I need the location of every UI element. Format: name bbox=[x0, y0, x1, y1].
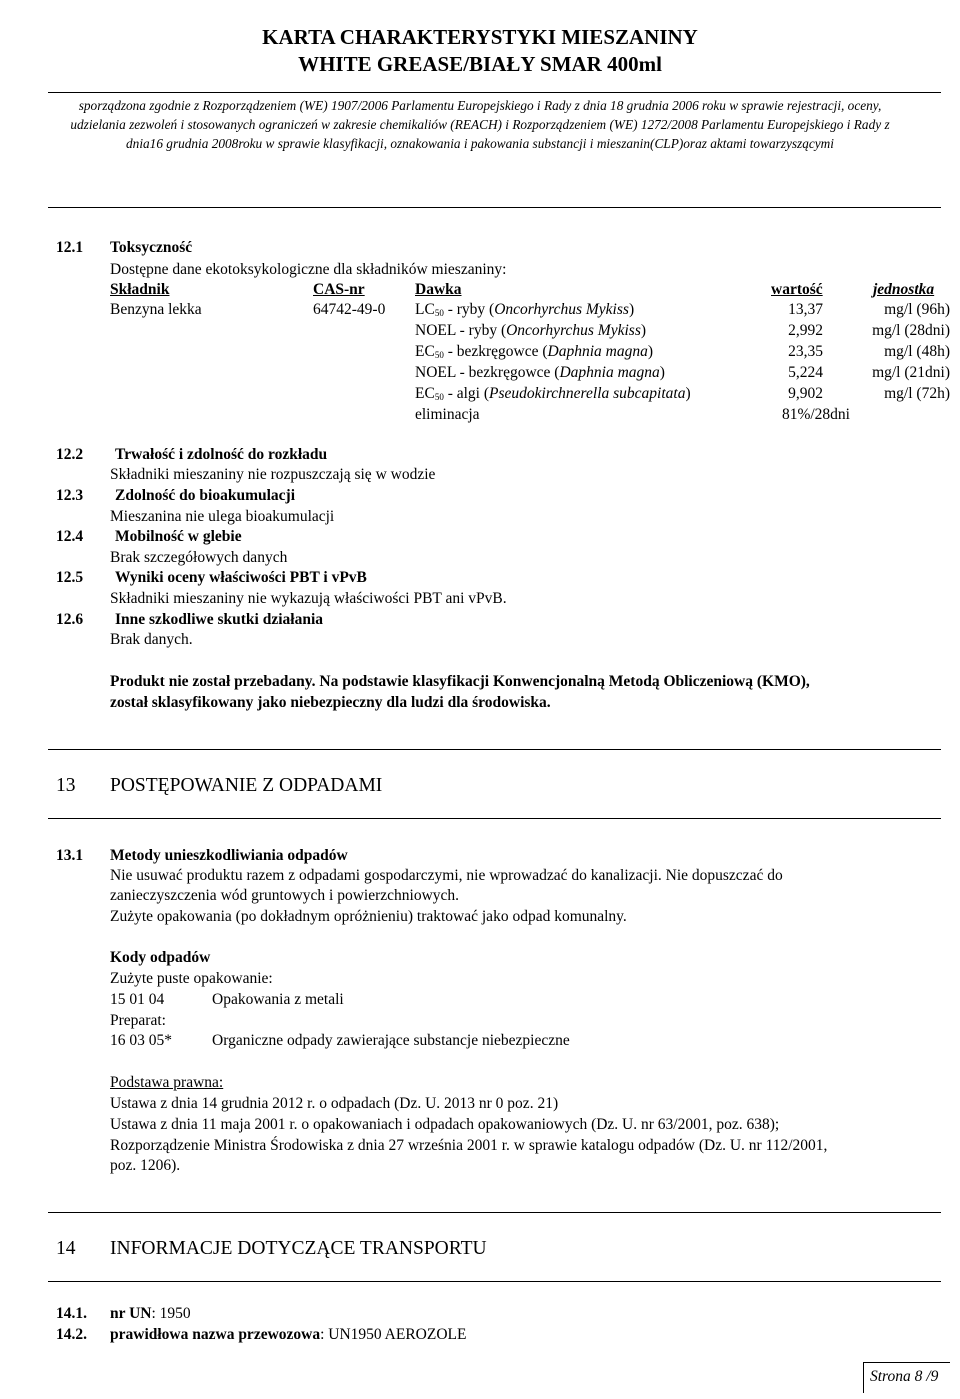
divider bbox=[48, 1212, 941, 1213]
divider bbox=[48, 1281, 941, 1282]
toxicity-unit-cell: mg/l (28dni) bbox=[872, 322, 950, 339]
section-13-title: POSTĘPOWANIE Z ODPADAMI bbox=[110, 775, 383, 796]
species-name: Pseudokirchnerella subcapitata bbox=[489, 385, 686, 402]
legal-basis-line: Rozporządzenie Ministra Środowiska z dnia 27 września 2001 r. w sprawie katalogu odpadów (Dz. U. nr 112/2001, bbox=[110, 1137, 828, 1154]
subsection-heading-pbt: Wyniki oceny właściwości PBT i vPvB bbox=[115, 569, 367, 586]
product-name: WHITE GREASE/BIAŁY SMAR 400ml bbox=[298, 52, 662, 76]
toxicity-value-cell: 81%/28dni bbox=[781, 406, 850, 423]
subsection-heading-toxicity: Toksyczność bbox=[110, 239, 193, 256]
section-number: 13.1 bbox=[56, 847, 84, 864]
subsection-heading-mobility: Mobilność w glebie bbox=[115, 528, 242, 545]
shipping-name-line bbox=[110, 1325, 466, 1345]
toxicity-unit-cell: mg/l (72h) bbox=[884, 385, 950, 402]
used-packaging-label: Zużyte puste opakowanie: bbox=[110, 970, 273, 987]
col-header-value: wartość bbox=[771, 281, 823, 298]
legal-basis-line: poz. 1206). bbox=[110, 1157, 181, 1174]
toxicity-dose-cell: $LC_{50}$ - ryby (Oncorhyrchus Mykiss) bbox=[415, 301, 635, 318]
toxicity-dose-cell: eliminacja bbox=[415, 406, 480, 423]
waste-codes-heading: Kody odpadów bbox=[110, 949, 211, 966]
degradability-text: Składniki mieszaniny nie rozpuszczają się w wodzie bbox=[110, 466, 436, 483]
subsection-heading-other-effects: Inne szkodliwe skutki działania bbox=[115, 611, 324, 628]
section-number: 12.1 bbox=[56, 239, 84, 256]
un-number-value: : 1950 bbox=[151, 1305, 191, 1322]
regulation-note-line-1: sporządzona zgodnie z Rozporządzeniem (WE) 1907/2006 Parlamentu Europejskiego i Rady z dnia 18 grudnia 2006 roku w sprawie rejestracji, oceny, bbox=[78, 98, 882, 113]
subscript: 50 bbox=[434, 350, 444, 360]
subsection-heading-disposal: Metody unieszkodliwiania odpadów bbox=[110, 847, 348, 864]
section-number: 12.6 bbox=[56, 611, 84, 628]
classification-summary-line-2: został sklasyfikowany jako niebezpieczny dla ludzi dla środowiska. bbox=[110, 694, 551, 711]
component-name: Benzyna lekka bbox=[110, 301, 202, 318]
header-rule bbox=[48, 92, 941, 93]
regulation-note-line-3: dnia16 grudnia 2008roku w sprawie klasyfikacji, oznakowania i pakowania substancji i mieszanin(CLP)oraz aktami towarzyszącymi bbox=[126, 136, 834, 151]
section-number: 12.3 bbox=[56, 487, 84, 504]
divider bbox=[48, 818, 941, 819]
bioaccumulation-text: Mieszanina nie ulega bioakumulacji bbox=[110, 508, 335, 525]
toxicity-unit-cell: mg/l (96h) bbox=[884, 301, 950, 318]
shipping-name-value: : UN1950 AEROZOLE bbox=[320, 1326, 467, 1343]
subsection-heading-bioaccumulation: Zdolność do bioakumulacji bbox=[115, 487, 296, 504]
waste-code-description: Organiczne odpady zawierające substancje niebezpieczne bbox=[212, 1032, 570, 1049]
legal-basis-line: Ustawa z dnia 11 maja 2001 r. o opakowaniach i odpadach opakowaniowych (Dz. U. nr 63/2001, poz. 638); bbox=[110, 1116, 780, 1133]
subscript: 50 bbox=[434, 308, 444, 318]
section-14-title: INFORMACJE DOTYCZĄCE TRANSPORTU bbox=[110, 1238, 487, 1259]
toxicity-dose-cell: NOEL - ryby (Oncorhyrchus Mykiss) bbox=[415, 322, 647, 339]
section-number: 14.1. bbox=[56, 1305, 87, 1322]
regulation-note-line-2: udzielania zezwoleń i stosowanych ograniczeń w zakresie chemikaliów (REACH) i Rozporządzeniem (WE) 1272/2008 Parlamentu Europejskiego i Rady z bbox=[70, 117, 890, 132]
section-number: 12.2 bbox=[56, 446, 84, 463]
waste-code: 15 01 04 bbox=[110, 991, 165, 1008]
species-name: Oncorhyrchus Mykiss bbox=[494, 301, 629, 318]
waste-code: 16 03 05* bbox=[110, 1032, 172, 1049]
col-header-dose: Dawka bbox=[415, 281, 462, 298]
toxicity-dose-cell: $EC_{50}$ - algi (Pseudokirchnerella subcapitata) bbox=[415, 385, 691, 402]
disposal-text-line-3: Zużyte opakowania (po dokładnym opróżnieniu) traktować jako odpad komunalny. bbox=[110, 908, 627, 925]
section-number: 12.5 bbox=[56, 569, 84, 586]
toxicity-unit-cell: mg/l (48h) bbox=[884, 343, 950, 360]
page-number: Strona 8 /9 bbox=[870, 1368, 939, 1385]
toxicity-value-cell: 9,902 bbox=[788, 385, 823, 402]
divider bbox=[48, 207, 941, 208]
preparation-label: Preparat: bbox=[110, 1012, 166, 1029]
toxicity-dose-cell: $EC_{50}$ - bezkręgowce (Daphnia magna) bbox=[415, 343, 654, 360]
mobility-text: Brak szczegółowych danych bbox=[110, 549, 288, 566]
section-number: 14.2. bbox=[56, 1326, 87, 1343]
toxicity-unit-cell: mg/l (21dni) bbox=[872, 364, 950, 381]
section-number: 12.4 bbox=[56, 528, 84, 545]
species-name: Daphnia magna bbox=[559, 364, 660, 381]
other-effects-text: Brak danych. bbox=[110, 631, 193, 648]
section-13-number: 13 bbox=[56, 775, 76, 796]
toxicity-value-cell: 23,35 bbox=[788, 343, 823, 360]
disposal-text-line-2: zanieczyszczenia wód gruntowych i powierzchniowych. bbox=[110, 887, 460, 904]
col-header-unit: jednostka bbox=[873, 281, 935, 298]
toxicity-value-cell: 2,992 bbox=[788, 322, 823, 339]
toxicity-intro: Dostępne dane ekotoksykologiczne dla składników mieszaniny: bbox=[110, 261, 507, 278]
component-cas: 64742-49-0 bbox=[313, 301, 386, 318]
toxicity-value-cell: 5,224 bbox=[788, 364, 823, 381]
col-header-component: Składnik bbox=[110, 281, 170, 298]
toxicity-value-cell: 13,37 bbox=[788, 301, 823, 318]
legal-basis-line: Ustawa z dnia 14 grudnia 2012 r. o odpadach (Dz. U. 2013 nr 0 poz. 21) bbox=[110, 1095, 559, 1112]
col-header-cas: CAS-nr bbox=[313, 281, 365, 298]
subsection-heading-degradability: Trwałość i zdolność do rozkładu bbox=[115, 446, 328, 463]
legal-basis-heading: Podstawa prawna: bbox=[110, 1074, 224, 1091]
un-number-line bbox=[110, 1304, 191, 1324]
document-title: KARTA CHARAKTERYSTYKI MIESZANINY bbox=[262, 25, 698, 49]
divider bbox=[48, 749, 941, 750]
toxicity-dose-cell: NOEL - bezkręgowce (Daphnia magna) bbox=[415, 364, 665, 381]
waste-code-description: Opakowania z metali bbox=[212, 991, 344, 1008]
section-14-number: 14 bbox=[56, 1238, 76, 1259]
species-name: Oncorhyrchus Mykiss bbox=[506, 322, 641, 339]
un-number-label: nr UN bbox=[110, 1305, 152, 1322]
subscript: 50 bbox=[434, 392, 444, 402]
shipping-name-label: prawidłowa nazwa przewozowa bbox=[110, 1326, 321, 1343]
pbt-text: Składniki mieszaniny nie wykazują właściwości PBT ani vPvB. bbox=[110, 590, 507, 607]
species-name: Daphnia magna bbox=[547, 343, 648, 360]
classification-summary-line-1: Produkt nie został przebadany. Na podstawie klasyfikacji Konwencjonalną Metodą Obliczeniową (KMO), bbox=[110, 673, 810, 690]
disposal-text-line-1: Nie usuwać produktu razem z odpadami gospodarczymi, nie wprowadzać do kanalizacji. Nie dopuszczać do bbox=[110, 867, 783, 884]
